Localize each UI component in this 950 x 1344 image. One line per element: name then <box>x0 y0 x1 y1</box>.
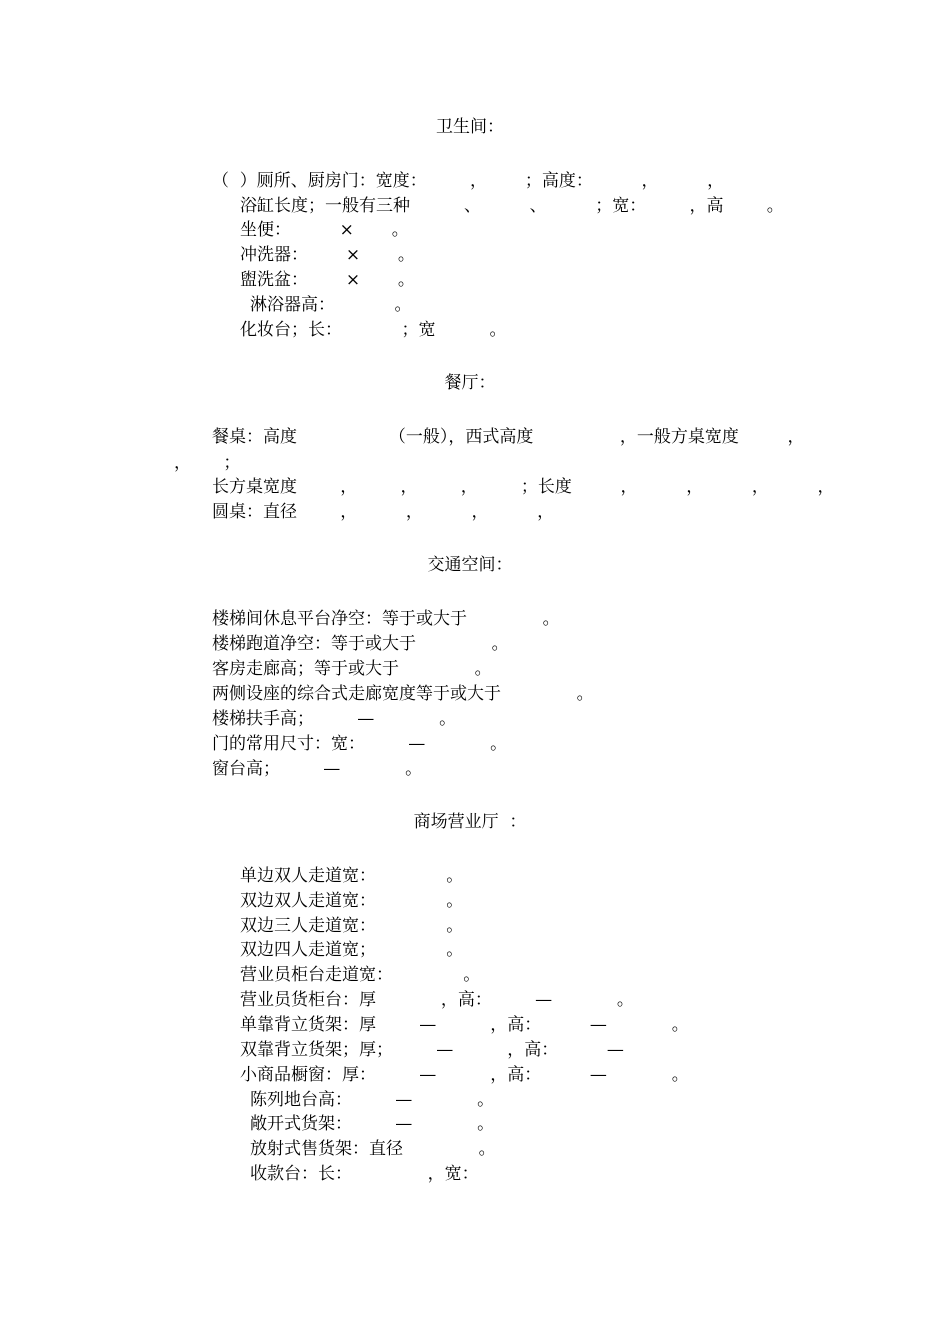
text-line: 客房走廊高；等于或大于 。 <box>212 659 492 679</box>
section-heading-bathroom: 卫生间： <box>436 117 504 137</box>
text-line: 浴缸长度；一般有三种 、 、 ；宽： ，高 。 <box>240 196 784 216</box>
text-line: 营业员货柜台：厚 ，高： — 。 <box>240 990 634 1010</box>
section-heading-circulation: 交通空间： <box>427 555 513 575</box>
text-line: 双边四人走道宽； 。 <box>240 940 464 960</box>
section-heading-dining: 餐厅： <box>444 373 496 393</box>
text-line: 窗台高； — 。 <box>212 759 423 779</box>
text-line: 楼梯跑道净空：等于或大于 。 <box>212 634 509 654</box>
text-line: 单靠背立货架：厚 — ，高： — 。 <box>240 1015 689 1035</box>
text-line: 小商品橱窗：厚： — ，高： — 。 <box>240 1065 689 1085</box>
text-line: 淋浴器高： 。 <box>250 295 412 315</box>
text-line: 营业员柜台走道宽： 。 <box>240 965 481 985</box>
text-line: 坐便： × 。 <box>240 220 409 240</box>
text-line: 双边双人走道宽： 。 <box>240 891 464 911</box>
text-line: 门的常用尺寸：宽： — 。 <box>212 734 508 754</box>
text-line: ， ； <box>174 453 241 473</box>
text-line: 化妆台；长： ；宽 。 <box>240 320 507 340</box>
text-line: 楼梯间休息平台净空：等于或大于 。 <box>212 609 560 629</box>
text-line: 单边双人走道宽： 。 <box>240 866 464 886</box>
text-line: 两侧设座的综合式走廊宽度等于或大于 。 <box>212 684 594 704</box>
text-line: 放射式售货架：直径 。 <box>250 1139 496 1159</box>
text-line: 陈列地台高： — 。 <box>250 1090 495 1110</box>
text-line: 双靠背立货架；厚； — ，高： — <box>240 1040 624 1060</box>
text-line: 餐桌：高度 （一般），西式高度 ，一般方桌宽度 ， <box>212 427 805 447</box>
text-line: 长方桌宽度 ， ， ， ；长度 ， ， ， ， <box>212 477 835 497</box>
text-line: 盥洗盆： × 。 <box>240 270 415 290</box>
text-line: 圆桌：直径 ， ， ， ， <box>212 502 555 522</box>
text-line: 冲洗器： × 。 <box>240 245 415 265</box>
text-line: 敞开式货架： — 。 <box>250 1114 495 1134</box>
text-line: 楼梯扶手高； — 。 <box>212 709 457 729</box>
text-line: 双边三人走道宽： 。 <box>240 916 464 936</box>
text-line: 收款台：长： ，宽： <box>250 1164 479 1184</box>
text-line: （ ）厕所、厨房门：宽度： ， ；高度： ， ， <box>212 171 725 191</box>
section-heading-store: 商场营业厅 ： <box>413 812 527 832</box>
